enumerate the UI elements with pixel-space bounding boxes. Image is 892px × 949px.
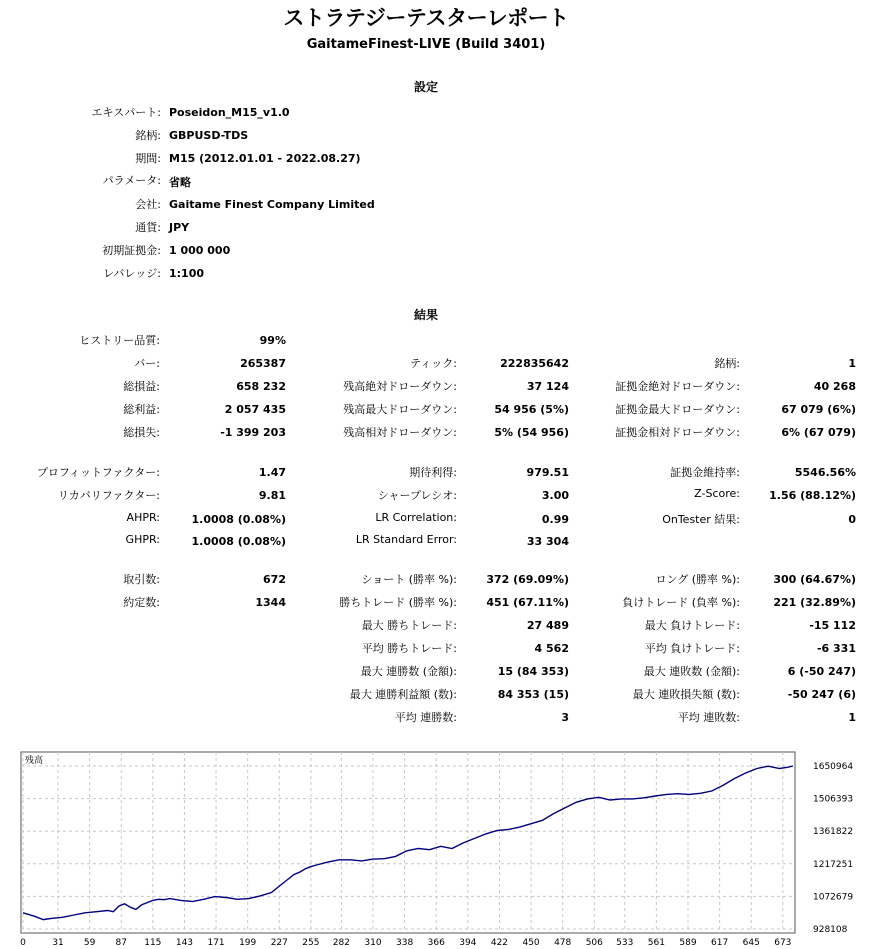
settings-label: 通貨: (135, 221, 161, 234)
chart-title: 残高 (25, 756, 44, 766)
result-value: 1.47 (258, 466, 286, 479)
result-label: 証拠金最大ドローダウン: (615, 403, 740, 416)
result-value: -1 399 203 (220, 426, 286, 439)
result-value: 658 232 (236, 380, 286, 393)
settings-value: 1:100 (169, 267, 205, 280)
result-label: LR Standard Error: (355, 533, 457, 546)
x-tick-label: 645 (742, 938, 760, 948)
result-label: バー: (134, 357, 160, 370)
result-value: 27 489 (526, 619, 569, 632)
x-tick-label: 673 (774, 938, 792, 948)
result-value: 3 (561, 711, 569, 724)
result-label: LR Correlation: (375, 511, 457, 524)
result-value: 221 (32.89%) (773, 596, 856, 609)
result-value: 0 (848, 513, 856, 526)
settings-value: 省略 (169, 176, 191, 189)
x-tick-label: 589 (679, 938, 697, 948)
result-label: ショート (勝率 %): (361, 573, 457, 586)
result-value: 300 (64.67%) (773, 573, 856, 586)
x-tick-label: 227 (270, 938, 288, 948)
result-label: 最大 連敗損失額 (数): (632, 688, 740, 701)
result-label: OnTester 結果: (662, 513, 740, 526)
result-value: -50 247 (6) (787, 688, 856, 701)
report-subtitle: GaitameFinest-LIVE (Build 3401) (306, 37, 546, 52)
result-label: 残高最大ドローダウン: (343, 403, 457, 416)
settings-label: 初期証拠金: (102, 244, 161, 257)
y-tick-label: 1217251 (813, 859, 854, 870)
result-value: 222835642 (500, 357, 569, 370)
result-value: -6 331 (816, 642, 856, 655)
result-label: 最大 連勝利益額 (数): (349, 688, 457, 701)
y-tick-label: 928108 (813, 925, 848, 935)
result-value: 1.0008 (0.08%) (191, 535, 286, 548)
x-tick-label: 199 (239, 938, 257, 948)
result-label: 平均 負けトレード: (644, 642, 740, 655)
result-value: 37 124 (526, 380, 569, 393)
x-tick-label: 338 (396, 938, 414, 948)
settings-label: 銘柄: (135, 129, 161, 142)
x-tick-label: 87 (115, 938, 127, 948)
result-label: 取引数: (123, 573, 160, 586)
result-label: 平均 勝ちトレード: (361, 642, 457, 655)
result-label: 総損益: (123, 380, 160, 393)
result-value: 1 (848, 711, 856, 724)
result-value: 6 (-50 247) (787, 665, 856, 678)
result-value: 4 562 (534, 642, 569, 655)
settings-label: パラメータ: (102, 174, 161, 187)
result-value: 5% (54 956) (494, 426, 569, 439)
result-label: 証拠金維持率: (670, 466, 740, 479)
result-value: 67 079 (6%) (781, 403, 856, 416)
result-value: 6% (67 079) (781, 426, 856, 439)
balance-chart (0, 745, 892, 949)
x-tick-label: 115 (144, 938, 162, 948)
result-value: 33 304 (526, 535, 569, 548)
chart-x-axis (20, 938, 791, 948)
results-heading: 結果 (413, 308, 438, 322)
settings-label: レバレッジ: (103, 267, 161, 280)
result-label: ロング (勝率 %): (655, 573, 740, 586)
chart-y-axis (813, 762, 853, 935)
settings-heading: 設定 (413, 80, 438, 94)
result-label: 証拠金絶対ドローダウン: (615, 380, 740, 393)
result-label: Z-Score: (694, 487, 740, 500)
result-value: 99% (259, 334, 286, 347)
result-value: 40 268 (813, 380, 856, 393)
x-tick-label: 59 (83, 938, 96, 948)
result-value: 265387 (240, 357, 286, 370)
result-value: 1344 (255, 596, 286, 609)
settings-value: M15 (2012.01.01 - 2022.08.27) (169, 152, 361, 165)
x-tick-label: 506 (585, 938, 603, 948)
settings-label: 会社: (135, 198, 161, 211)
settings-label: 期間: (135, 152, 161, 165)
result-value: 451 (67.11%) (486, 596, 569, 609)
settings-value: Gaitame Finest Company Limited (169, 198, 375, 211)
result-value: -15 112 (809, 619, 856, 632)
result-label: 平均 連勝数: (394, 711, 457, 724)
x-tick-label: 533 (616, 938, 634, 948)
settings-value: GBPUSD-TDS (169, 129, 249, 142)
y-tick-label: 1072679 (813, 892, 854, 903)
result-label: 負けトレード (負率 %): (622, 596, 740, 609)
result-label: ティック: (410, 357, 457, 370)
x-tick-label: 171 (207, 938, 225, 948)
settings-value: JPY (169, 221, 190, 234)
x-tick-label: 450 (522, 938, 540, 948)
result-label: 総利益: (123, 403, 160, 416)
chart-plot-area (21, 752, 795, 933)
result-value: 672 (263, 573, 286, 586)
x-tick-label: 561 (647, 938, 665, 948)
result-value: 2 057 435 (224, 403, 286, 416)
result-value: 5546.56% (794, 466, 856, 479)
x-tick-label: 255 (302, 938, 320, 948)
result-label: 最大 連敗数 (金額): (643, 665, 740, 678)
result-label: 残高相対ドローダウン: (343, 426, 457, 439)
x-tick-label: 394 (459, 938, 477, 948)
x-tick-label: 617 (711, 938, 729, 948)
x-tick-label: 0 (20, 938, 26, 948)
x-tick-label: 478 (554, 938, 572, 948)
result-label: 約定数: (123, 596, 160, 609)
result-value: 1.0008 (0.08%) (191, 513, 286, 526)
result-label: 最大 負けトレード: (644, 619, 740, 632)
result-label: 最大 勝ちトレード: (361, 619, 457, 632)
result-value: 15 (84 353) (497, 665, 569, 678)
result-label: 銘柄: (714, 357, 740, 370)
result-label: 証拠金相対ドローダウン: (615, 426, 740, 439)
result-label: ヒストリー品質: (79, 334, 160, 347)
y-tick-label: 1361822 (813, 827, 854, 838)
x-tick-label: 366 (427, 938, 445, 948)
result-value: 0.99 (541, 513, 569, 526)
x-tick-label: 143 (175, 938, 194, 948)
result-label: AHPR: (126, 511, 160, 524)
result-label: 期待利得: (409, 466, 457, 479)
y-tick-label: 1506393 (813, 794, 854, 805)
result-value: 1 (848, 357, 856, 370)
result-label: 平均 連敗数: (677, 711, 740, 724)
x-tick-label: 31 (52, 938, 64, 948)
result-value: 3.00 (541, 489, 569, 502)
settings-label: エキスパート: (91, 106, 161, 119)
settings-value: 1 000 000 (169, 244, 231, 257)
result-value: 372 (69.09%) (486, 573, 569, 586)
result-value: 54 956 (5%) (494, 403, 569, 416)
result-label: プロフィットファクター: (36, 466, 160, 479)
result-value: 1.56 (88.12%) (769, 489, 856, 502)
result-label: 総損失: (123, 426, 160, 439)
x-tick-label: 422 (490, 938, 509, 948)
result-label: 残高絶対ドローダウン: (343, 380, 457, 393)
report-title: ストラテジーテスターレポート (283, 6, 569, 30)
x-tick-label: 282 (332, 938, 350, 948)
result-value: 979.51 (526, 466, 569, 479)
y-tick-label: 1650964 (813, 762, 854, 772)
result-label: リカバリファクター: (57, 489, 160, 502)
result-label: 勝ちトレード (勝率 %): (339, 596, 457, 609)
settings-value: Poseidon_M15_v1.0 (169, 106, 290, 119)
result-label: シャープレシオ: (377, 489, 457, 502)
result-label: 最大 連勝数 (金額): (360, 665, 457, 678)
result-value: 84 353 (15) (497, 688, 569, 701)
result-value: 9.81 (258, 489, 286, 502)
x-tick-label: 310 (364, 938, 382, 948)
result-label: GHPR: (125, 533, 160, 546)
